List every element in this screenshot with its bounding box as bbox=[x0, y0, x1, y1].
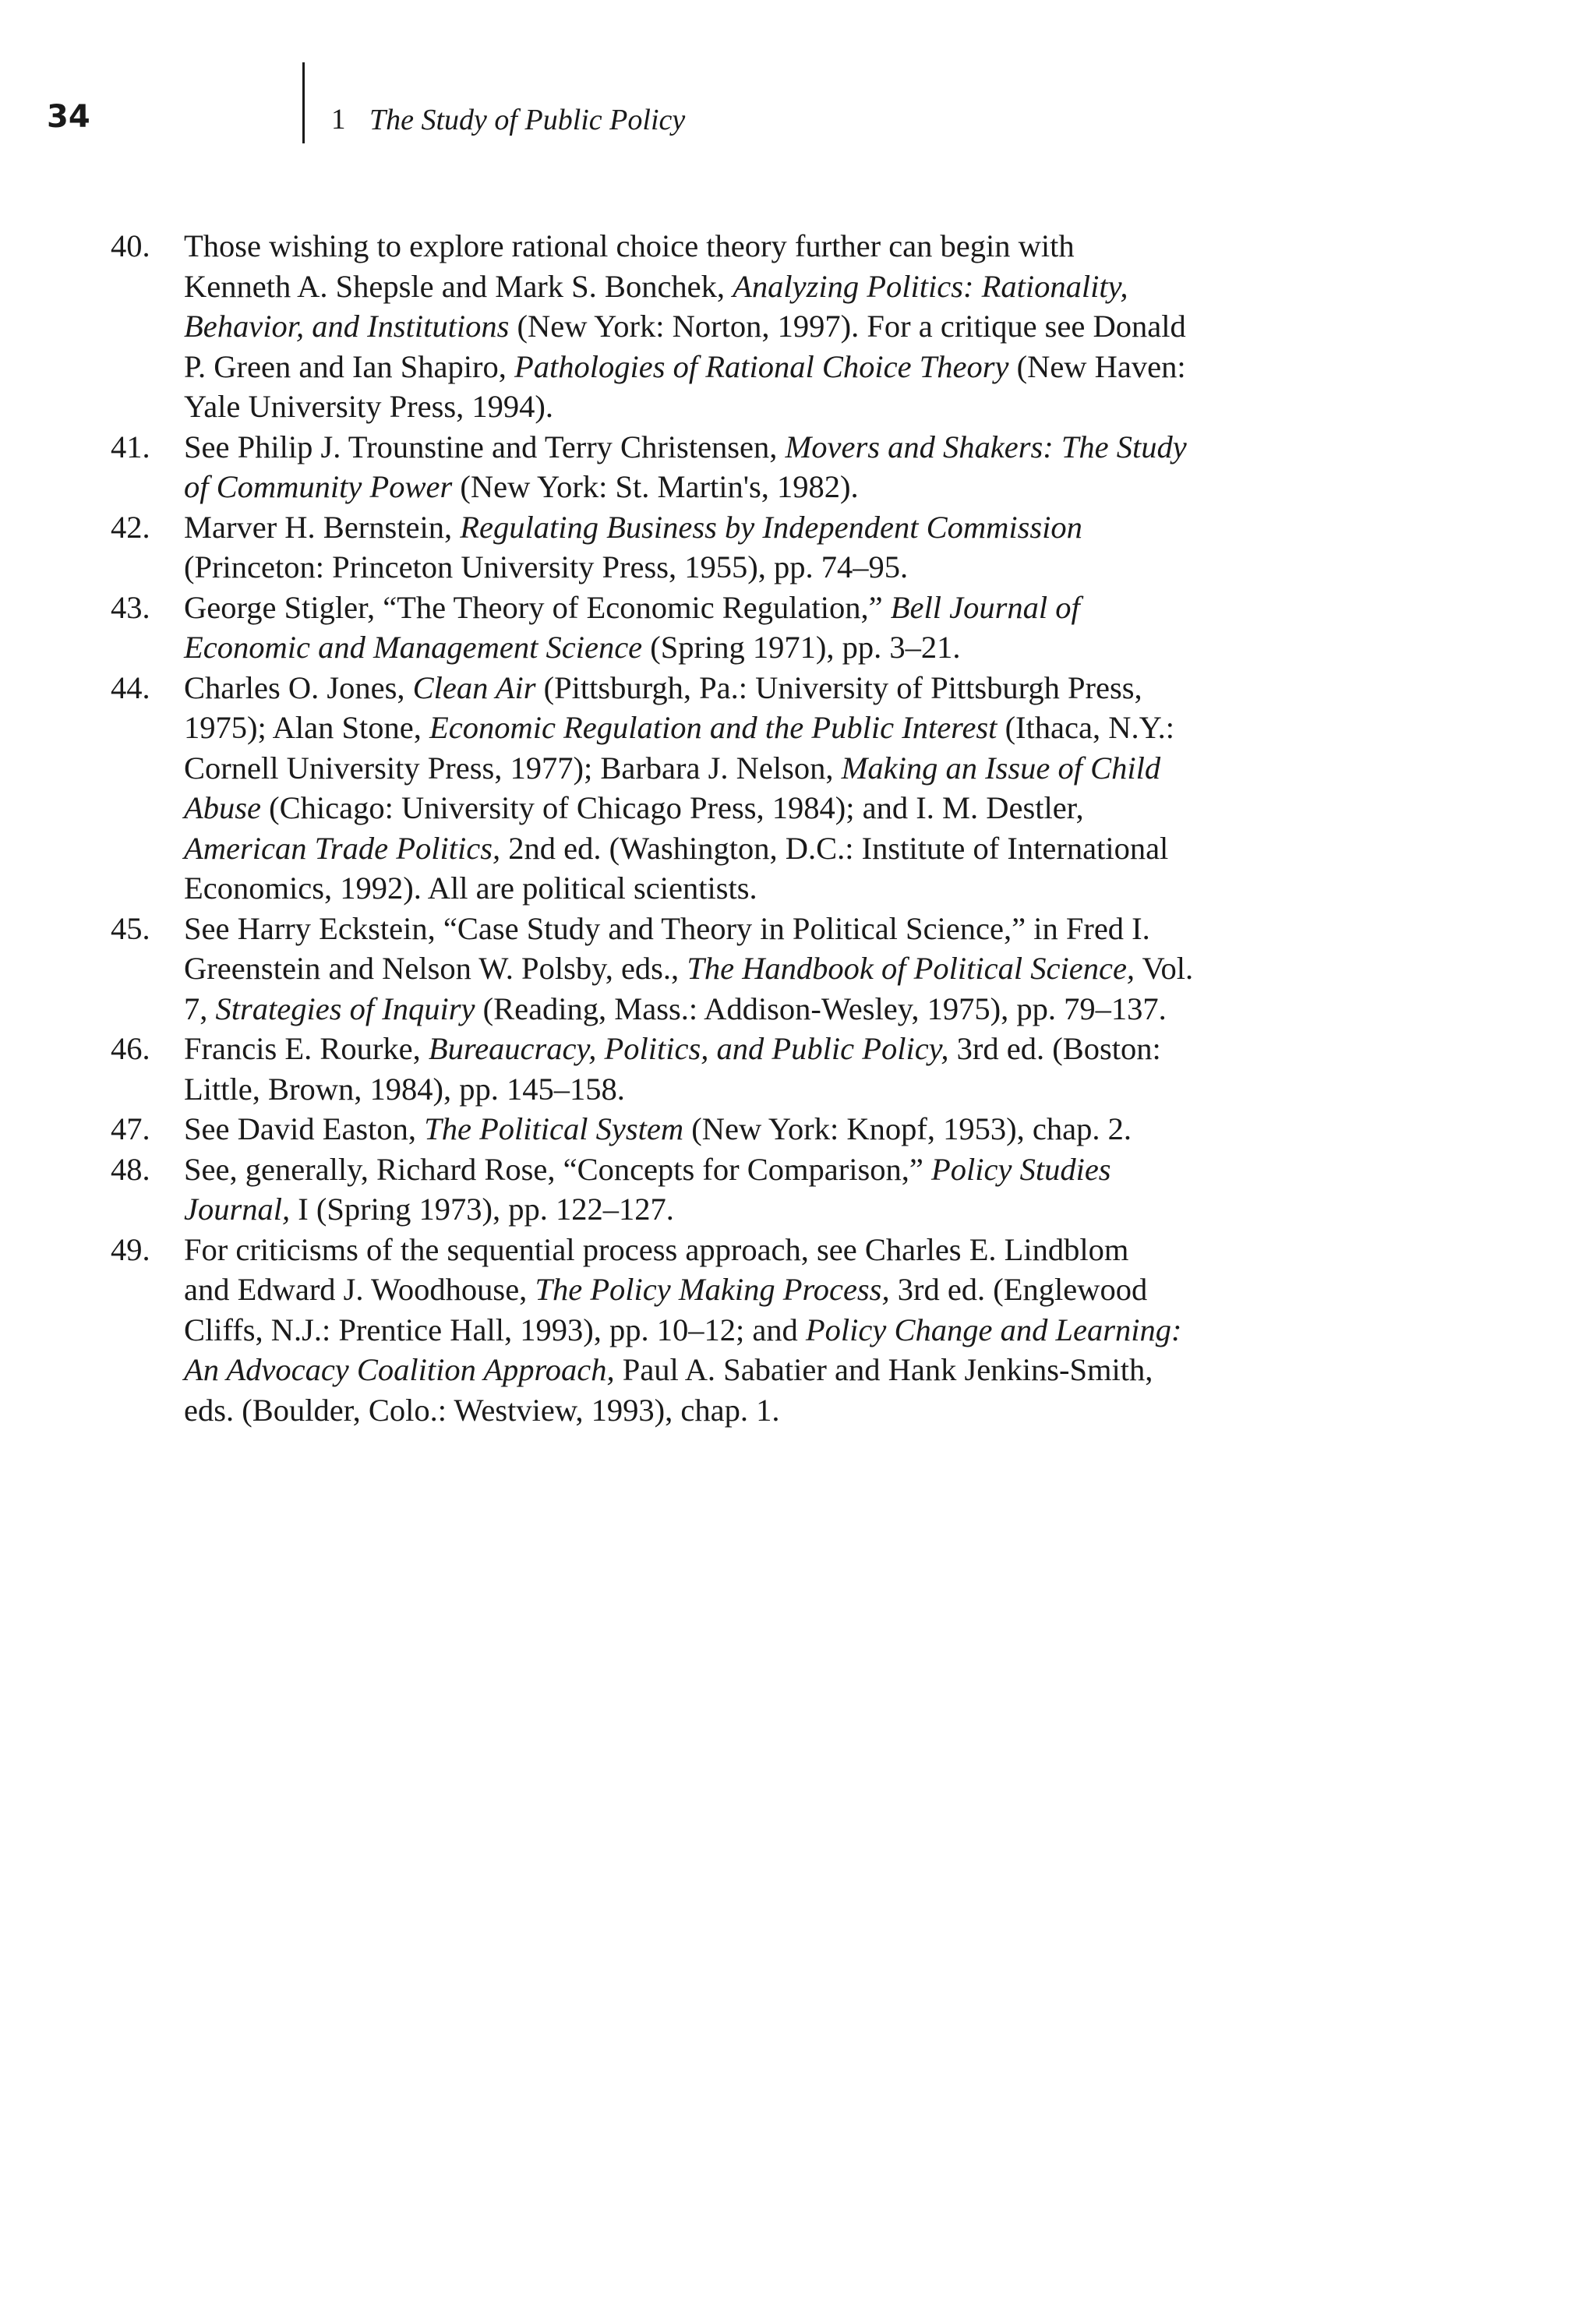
endnote-item bbox=[111, 507, 1373, 588]
endnotes-list bbox=[111, 226, 1373, 1430]
endnote-text-segment: (Spring 1971), pp. 3–21. bbox=[642, 630, 961, 665]
endnote-number: 44. bbox=[111, 669, 150, 705]
endnote-text-segment: I (Spring 1973), pp. 122–127. bbox=[290, 1192, 674, 1227]
endnote-text bbox=[184, 1109, 1373, 1149]
endnote-text-segment: See Philip J. Trounstine and Terry Christensen, bbox=[184, 429, 786, 464]
endnote-number: 45. bbox=[111, 910, 150, 946]
endnote-title-italic: Policy Studies Journal, bbox=[184, 1151, 1111, 1227]
endnote-text bbox=[184, 507, 1373, 588]
endnote-item bbox=[111, 1029, 1373, 1109]
endnote-text-segment: 3rd ed. (Boston: Little, Brown, 1984), pp. 145–158. bbox=[184, 1031, 1161, 1107]
chapter-title: The Study of Public Policy bbox=[369, 104, 686, 136]
endnote-text-segment: (New Haven: Yale University Press, 1994). bbox=[184, 348, 1186, 424]
endnote-title-italic: Making an Issue of Child Abuse bbox=[184, 750, 1161, 825]
endnote-number: 47. bbox=[111, 1111, 150, 1146]
endnote-title-italic: Economic Regulation and the Public Interest bbox=[429, 710, 998, 745]
endnote-text-segment: See David Easton, bbox=[184, 1111, 425, 1146]
endnote-text-segment: Paul A. Sabatier and Hank Jenkins-Smith, eds. (Boulder, Colo.: Westview, 1993), chap. 1. bbox=[184, 1352, 1153, 1428]
endnote-item bbox=[111, 668, 1373, 909]
endnote-item bbox=[111, 1230, 1373, 1431]
endnote-item bbox=[111, 909, 1373, 1029]
endnote-text-segment: (Reading, Mass.: Addison-Wesley, 1975), pp. 79–137. bbox=[475, 991, 1167, 1026]
endnote-text-segment: 2nd ed. (Washington, D.C.: Institute of International Economics, 1992). All are political scientists. bbox=[184, 830, 1169, 906]
endnote-text-segment: Marver H. Bernstein, bbox=[184, 509, 461, 545]
endnote-title-italic: Clean Air bbox=[412, 669, 536, 705]
endnote-title-italic: Policy Change and Learning: An Advocacy Coalition Approach, bbox=[184, 1312, 1182, 1387]
endnote-title-italic: Regulating Business by Independent Commission bbox=[460, 509, 1082, 545]
endnote-item bbox=[111, 588, 1373, 668]
endnote-text bbox=[184, 1230, 1373, 1431]
endnote-title-italic: The Political System bbox=[424, 1111, 684, 1146]
endnote-item bbox=[111, 226, 1373, 427]
endnote-item bbox=[111, 1109, 1373, 1149]
endnote-number: 42. bbox=[111, 509, 150, 545]
endnote-text bbox=[184, 588, 1373, 668]
endnote-title-italic: Strategies of Inquiry bbox=[215, 991, 475, 1026]
endnote-item bbox=[111, 1149, 1373, 1230]
endnote-text-segment: (Chicago: University of Chicago Press, 1984); and I. M. Destler, bbox=[269, 790, 1084, 825]
endnote-text-segment: Francis E. Rourke, bbox=[184, 1031, 429, 1066]
endnote-number: 46. bbox=[111, 1031, 150, 1066]
endnote-text-segment: 3rd ed. (Englewood Cliffs, N.J.: Prentice Hall, 1993), pp. 10–12; and bbox=[184, 1272, 1148, 1347]
endnote-text bbox=[184, 1029, 1373, 1109]
endnote-text-segment: See, generally, Richard Rose, “Concepts for Comparison,” bbox=[184, 1151, 931, 1187]
endnote-number: 48. bbox=[111, 1151, 150, 1187]
endnote-text-segment: See Harry Eckstein, “Case Study and Theory in Political Science,” in Fred I. Greenstein and Nelson W. Polsby, eds., bbox=[184, 910, 1150, 986]
endnote-text-segment: (New York: St. Martin's, 1982). bbox=[452, 469, 859, 504]
endnote-title-italic: The Handbook of Political Science, bbox=[687, 951, 1135, 986]
endnote-text-segment: Charles O. Jones, bbox=[184, 669, 413, 705]
page-number: 34 bbox=[47, 99, 90, 135]
endnote-item bbox=[111, 427, 1373, 507]
endnote-title-italic: Bureaucracy, Politics, and Public Policy, bbox=[428, 1031, 949, 1066]
endnote-number: 43. bbox=[111, 589, 150, 625]
endnote-number: 41. bbox=[111, 429, 150, 464]
running-head bbox=[0, 0, 1596, 187]
endnote-text bbox=[184, 226, 1373, 427]
endnote-text bbox=[184, 427, 1373, 507]
endnote-title-italic: Analyzing Politics: Rationality, Behavior, and Institutions bbox=[184, 268, 1128, 344]
endnote-title-italic: Movers and Shakers: The Study of Community Power bbox=[184, 429, 1187, 504]
endnote-title-italic: Bell Journal of Economic and Management Science bbox=[184, 589, 1080, 665]
endnote-text-segment: (Ithaca, N.Y.: Cornell University Press, 1977); Barbara J. Nelson, bbox=[184, 710, 1174, 786]
endnote-number: 40. bbox=[111, 228, 150, 263]
endnote-title-italic: American Trade Politics, bbox=[184, 830, 501, 866]
endnote-text-segment: George Stigler, “The Theory of Economic Regulation,” bbox=[184, 589, 891, 625]
endnote-title-italic: The Policy Making Process, bbox=[535, 1272, 890, 1307]
endnote-number: 49. bbox=[111, 1231, 150, 1267]
endnote-text bbox=[184, 1149, 1373, 1230]
endnote-text bbox=[184, 668, 1373, 909]
endnote-text-segment: For criticisms of the sequential process approach, see Charles E. Lindblom and Edward J. Woodhouse, bbox=[184, 1231, 1129, 1307]
endnote-title-italic: Pathologies of Rational Choice Theory bbox=[514, 348, 1009, 384]
header-divider bbox=[302, 62, 305, 143]
endnote-text-segment: (New York: Norton, 1997). For a critique see Donald P. Green and Ian Shapiro, bbox=[184, 309, 1186, 384]
endnote-text-segment: (Princeton: Princeton University Press, 1955), pp. 74–95. bbox=[184, 549, 909, 584]
endnote-text-segment: (Pittsburgh, Pa.: University of Pittsburgh Press, 1975); Alan Stone, bbox=[184, 669, 1142, 745]
chapter-number: 1 bbox=[331, 104, 346, 136]
endnote-text-segment: Vol. 7, bbox=[184, 951, 1194, 1026]
endnote-text-segment: Those wishing to explore rational choice theory further can begin with Kenneth A. Shepsle and Mark S. Bonchek, bbox=[184, 228, 1075, 304]
endnote-text bbox=[184, 909, 1373, 1029]
endnote-text-segment: (New York: Knopf, 1953), chap. 2. bbox=[683, 1111, 1132, 1146]
